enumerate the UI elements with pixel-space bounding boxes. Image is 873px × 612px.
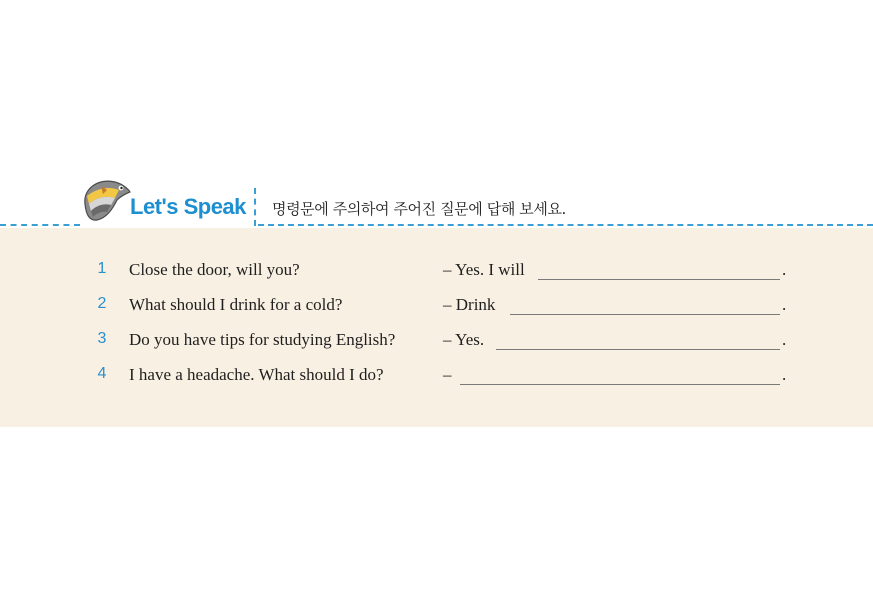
dashed-rule-right [258,224,873,226]
sentence-end: . [782,260,787,279]
exercise-panel [0,228,873,427]
answer-blank[interactable] [510,314,780,315]
answer-prompt: – Yes. I will [443,260,525,279]
answer-blank[interactable] [538,279,780,280]
exercise-question: Close the door, will you? [129,260,300,279]
exercise-question: Do you have tips for studying English? [129,330,396,349]
exercise-question: What should I drink for a cold? [129,295,343,314]
exercise-row-3 [0,326,873,356]
exercise-question: I have a headache. What should I do? [129,365,384,384]
pencil-mascot-icon [77,174,131,226]
exercise-number: 4 [97,365,107,382]
lets-speak-title: Let's Speak [130,194,246,219]
instruction-text: 명령문에 주의하여 주어진 질문에 답해 보세요. [272,200,566,218]
sentence-end: . [782,295,787,314]
exercise-number: 3 [97,330,107,347]
answer-prompt: – [443,365,452,384]
exercise-row-1 [0,256,873,286]
answer-prompt: – Yes. [443,330,485,349]
sentence-end: . [782,330,787,349]
exercise-row-2 [0,291,873,321]
answer-blank[interactable] [496,349,780,350]
section-header [0,170,873,228]
exercise-number: 1 [97,260,107,277]
sentence-end: . [782,365,787,384]
exercise-number: 2 [97,295,107,312]
dashed-rule-left [0,224,80,226]
answer-prompt: – Drink [443,295,496,314]
answer-blank[interactable] [460,384,780,385]
exercise-row-4 [0,361,873,391]
